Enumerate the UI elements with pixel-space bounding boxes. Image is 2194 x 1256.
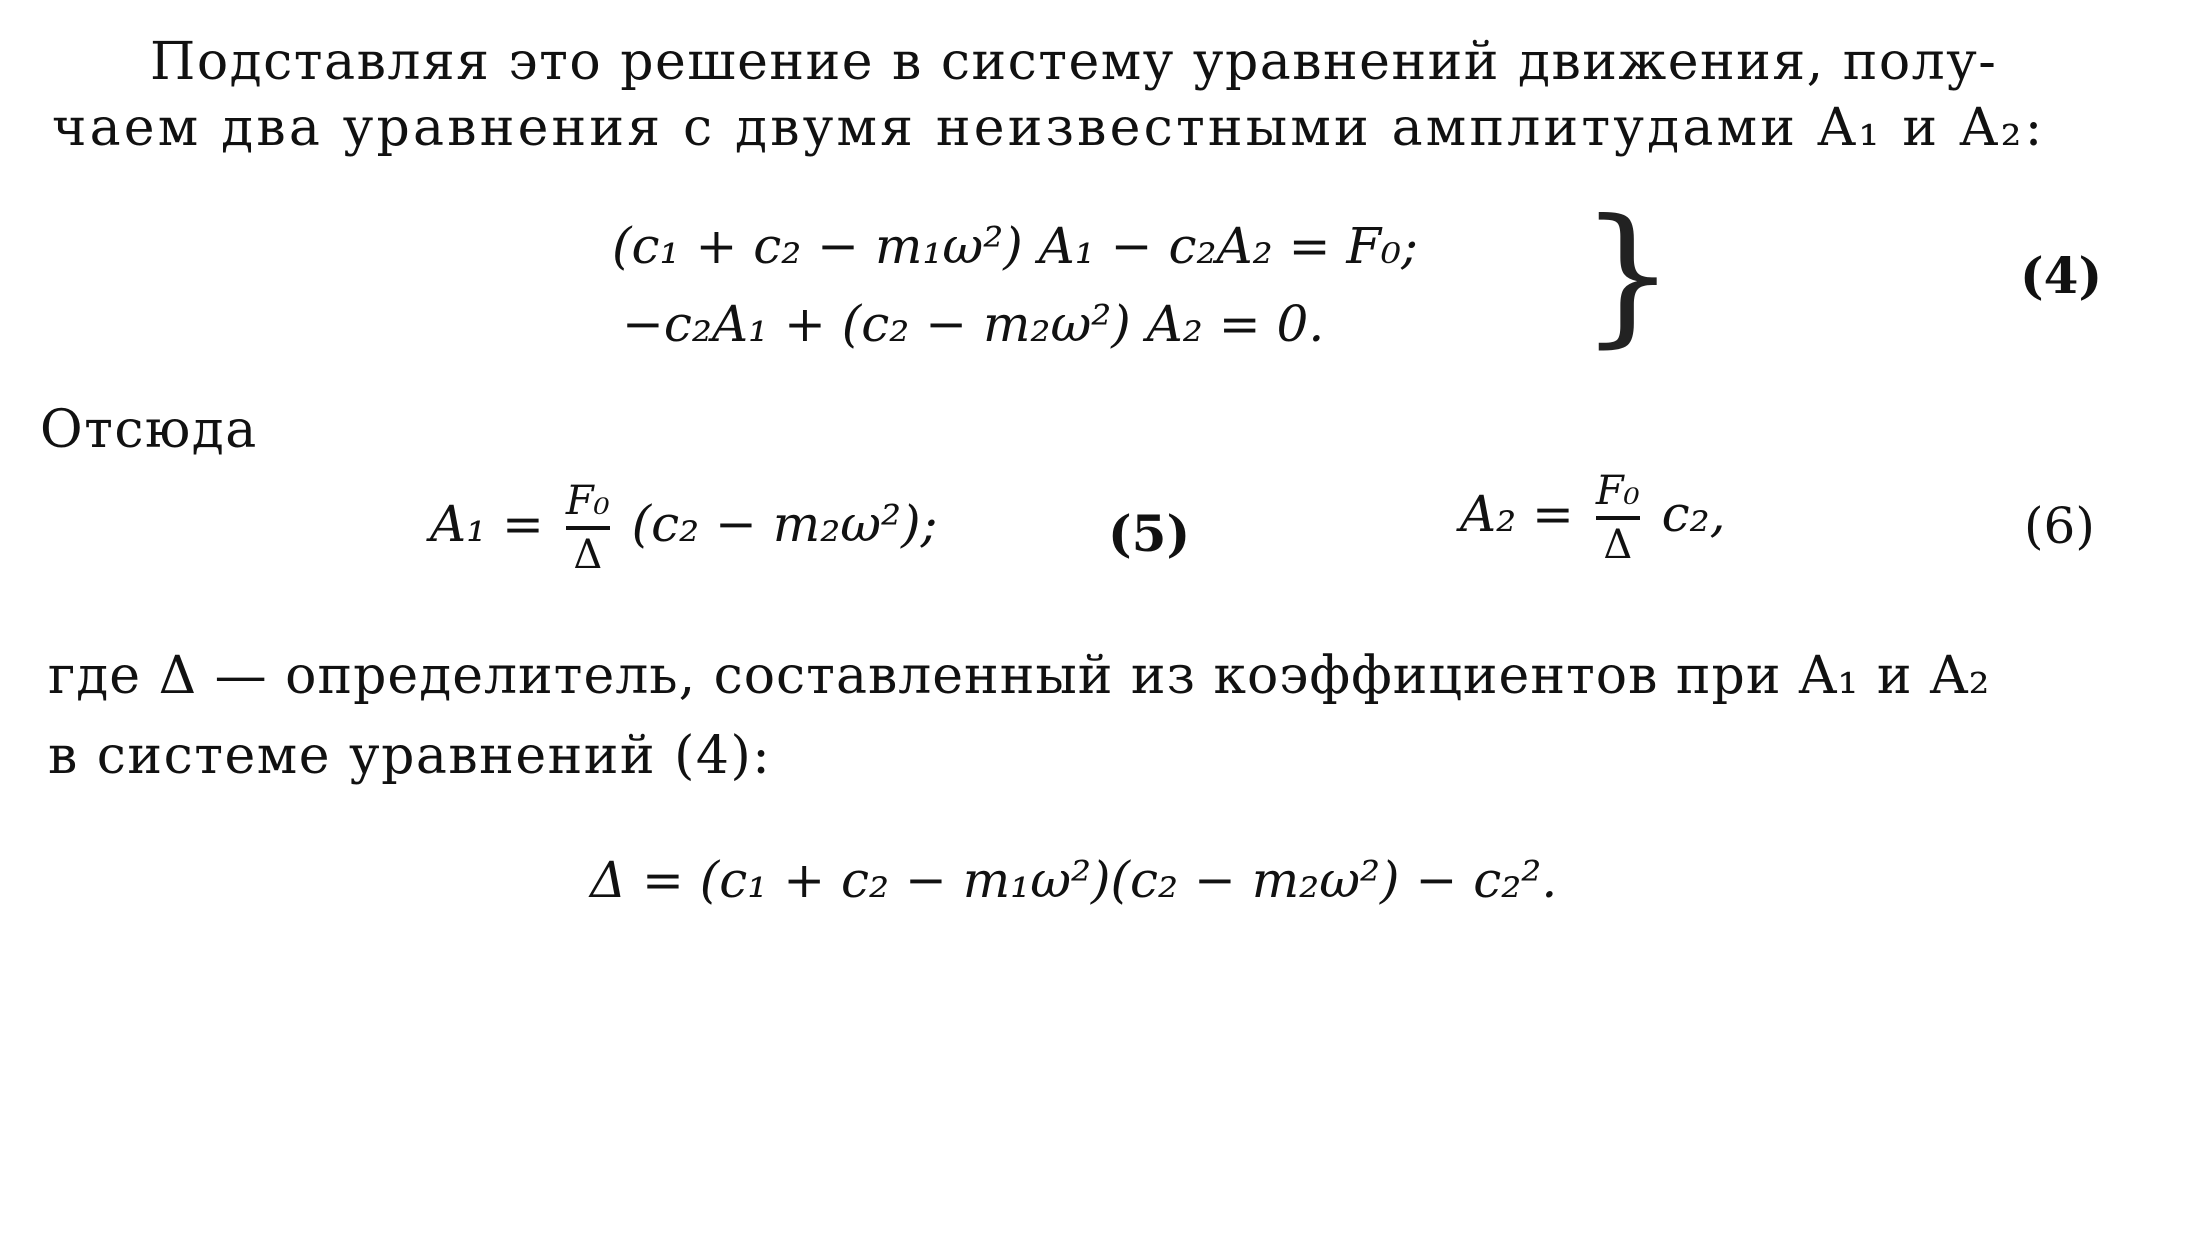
eq6-rhs: c₂, — [1661, 485, 1726, 543]
paragraph1-line1: Подставляя это решение в систему уравнений движения, полу- — [150, 32, 1998, 92]
paragraph1-line2: чаем два уравнения с двумя неизвестными амплитудами A₁ и A₂: — [52, 98, 2046, 158]
eq5-fraction — [566, 478, 610, 578]
system4-equation1: (c₁ + c₂ − m₁ω²) A₁ − c₂A₂ = F₀; — [612, 217, 1418, 275]
paragraph2-line1: где Δ — определитель, составленный из коэффициентов при A₁ и A₂ — [48, 646, 1991, 706]
eq6-lhs: A₂ = — [1460, 485, 1574, 543]
eq5-rhs: (c₂ − m₂ω²); — [631, 495, 938, 553]
equation-number-6: (6) — [2024, 497, 2095, 555]
eq6-numerator: F₀ — [1595, 468, 1640, 514]
equation-number-4: (4) — [2020, 246, 2103, 305]
eq6-fraction — [1596, 468, 1640, 568]
equation-5 — [430, 478, 937, 578]
eq5-numerator: F₀ — [565, 478, 610, 524]
eq6-fraction-bar — [1596, 516, 1640, 520]
eq6-denominator: Δ — [1603, 522, 1633, 568]
eq5-denominator: Δ — [573, 532, 603, 578]
system-brace: } — [1580, 188, 1676, 362]
otsyuda-text: Отсюда — [40, 400, 258, 460]
system4-equation2: −c₂A₁ + (c₂ − m₂ω²) A₂ = 0. — [622, 295, 1325, 353]
equation-6 — [1460, 468, 1726, 568]
eq5-lhs: A₁ = — [430, 495, 544, 553]
equation-number-5: (5) — [1108, 504, 1191, 563]
delta-equation: Δ = (c₁ + c₂ − m₁ω²)(c₂ − m₂ω²) − c₂². — [590, 851, 1558, 909]
eq5-fraction-bar — [566, 526, 610, 530]
paragraph2-line2: в системе уравнений (4): — [48, 726, 772, 786]
